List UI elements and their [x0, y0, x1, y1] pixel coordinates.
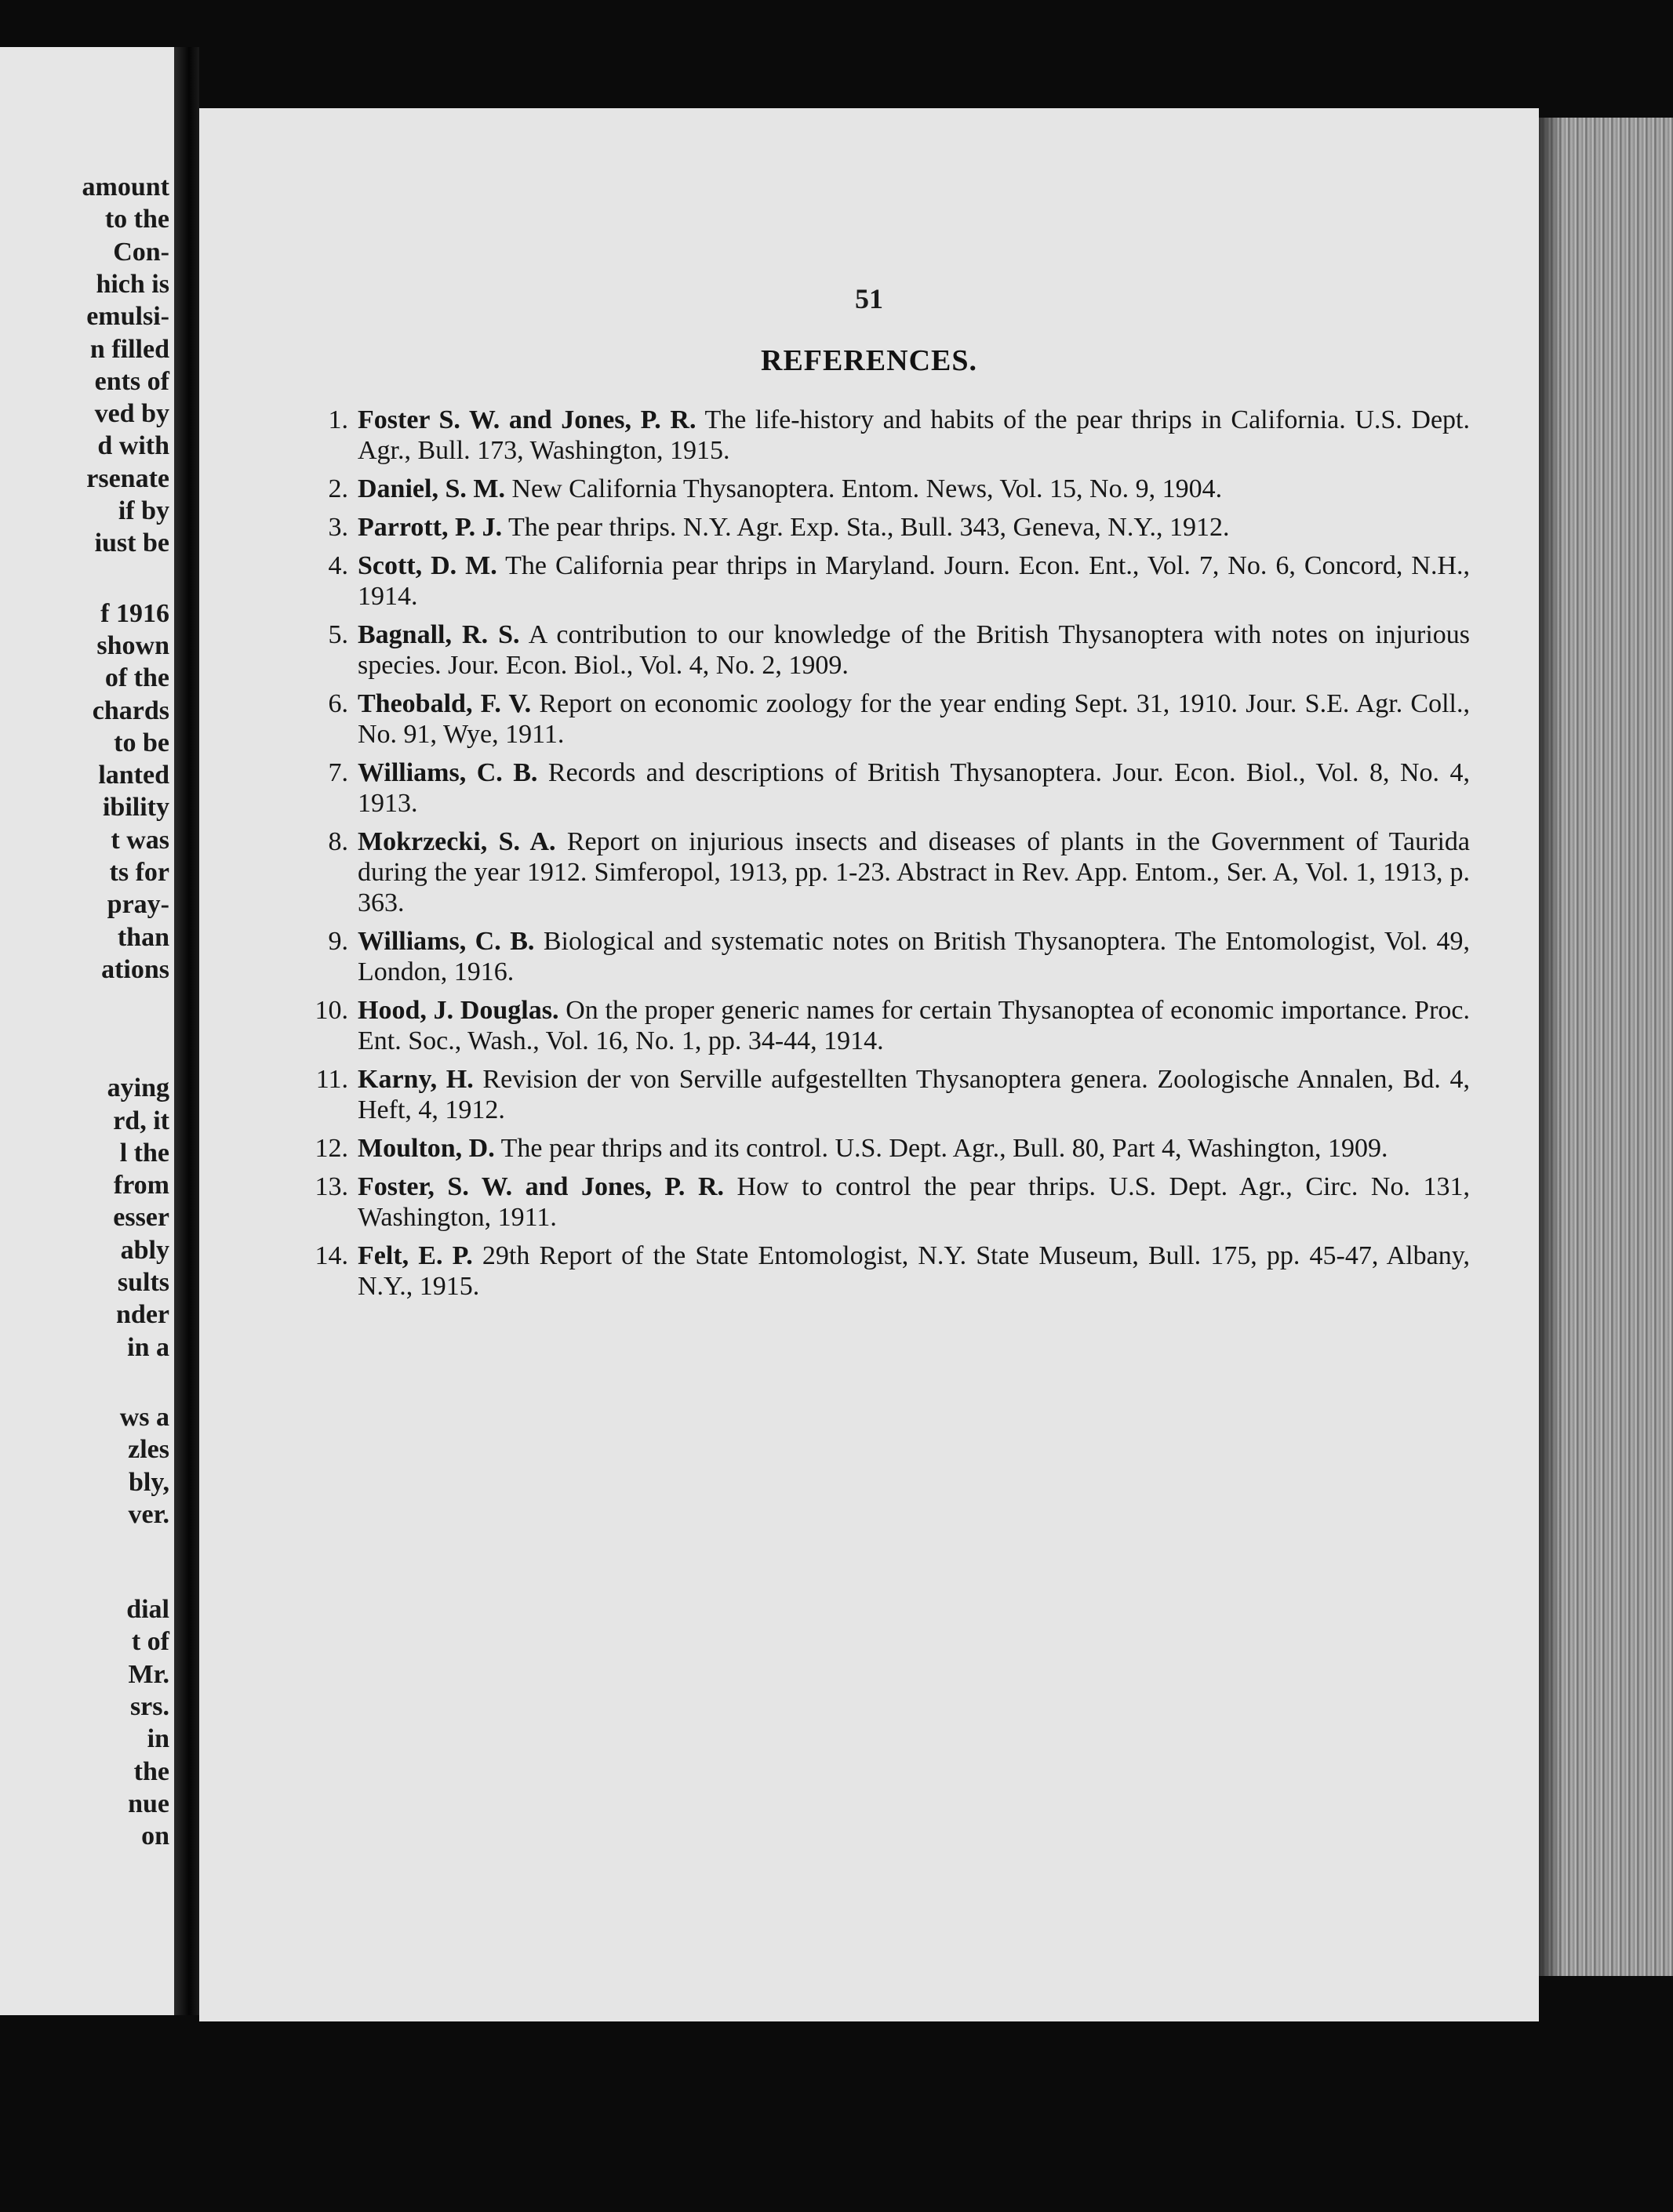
left-page-line: t was — [111, 825, 169, 855]
left-page-line: the — [133, 1756, 169, 1786]
reference-item — [278, 826, 1470, 918]
page-number: 51 — [855, 283, 883, 314]
book-gutter — [174, 47, 199, 2015]
reference-text: The pear thrips. N.Y. Agr. Exp. Sta., Bull. 343, Geneva, N.Y., 1912. — [508, 513, 1230, 542]
reference-text: Records and descriptions of British Thysanoptera. Jour. Econ. Biol., Vol. 8, No. 4, 1913. — [358, 758, 1470, 818]
reference-text: Report on economic zoology for the year ending Sept. 31, 1910. Jour. S.E. Agr. Coll., No. 91, Wye, 1911. — [358, 689, 1470, 749]
left-page-line: pray- — [107, 890, 169, 920]
left-page-line: if by — [118, 496, 169, 525]
reference-author: Moulton, D. — [358, 1134, 495, 1163]
reference-number: 14. — [315, 1241, 348, 1270]
reference-number: 6. — [328, 689, 348, 718]
left-page-line: t of — [131, 1627, 169, 1657]
left-page-line: iust be — [94, 528, 169, 558]
reference-author: Scott, D. M. — [358, 551, 497, 580]
reference-item — [278, 619, 1470, 681]
reference-number: 2. — [328, 474, 348, 503]
reference-author: Theobald, F. V. — [358, 689, 532, 718]
reference-item — [278, 1171, 1470, 1233]
left-page-line: dial — [126, 1595, 169, 1625]
left-page-line: chards — [92, 696, 169, 725]
reference-author: Bagnall, R. S. — [358, 620, 520, 649]
reference-item — [278, 512, 1470, 543]
reference-text: New California Thysanoptera. Entom. News, Vol. 15, No. 9, 1904. — [511, 474, 1223, 503]
reference-author: Felt, E. P. — [358, 1241, 473, 1270]
left-page-line: to the — [104, 205, 169, 234]
reference-text: 29th Report of the State Entomologist, N.Y. State Museum, Bull. 175, pp. 45-47, Albany, N.Y., 1915. — [358, 1241, 1471, 1301]
reference-text: The pear thrips and its control. U.S. Dept. Agr., Bull. 80, Part 4, Washington, 1909. — [500, 1134, 1388, 1163]
reference-item — [278, 1064, 1470, 1125]
left-page-line: in a — [127, 1332, 169, 1362]
left-page-line: ver. — [128, 1499, 169, 1529]
reference-number: 7. — [328, 758, 348, 787]
reference-author: Daniel, S. M. — [358, 474, 505, 503]
reference-item — [278, 1133, 1470, 1164]
left-page-line: rsenate — [86, 463, 169, 493]
reference-item — [278, 995, 1470, 1056]
left-page-line: bly, — [129, 1467, 169, 1497]
left-page-line: sults — [117, 1268, 169, 1297]
reference-item — [278, 405, 1470, 466]
reference-author: Williams, C. B. — [358, 927, 535, 956]
left-page-line: ved by — [94, 399, 169, 429]
page-heading: REFERENCES. — [761, 344, 977, 377]
left-page-line: nder — [116, 1300, 169, 1330]
reference-text: How to control the pear thrips. U.S. Dept. Agr., Circ. No. 131, Washington, 1911. — [358, 1172, 1470, 1232]
left-page-line: shown — [96, 630, 169, 660]
page-edge-shadow — [1539, 118, 1562, 1976]
left-page-line: nue — [128, 1789, 169, 1818]
left-page-line: srs. — [129, 1692, 169, 1721]
reference-number: 5. — [328, 620, 348, 649]
left-page-line: rd, it — [113, 1106, 169, 1135]
reference-item — [278, 688, 1470, 750]
left-page-line: amount — [82, 173, 169, 202]
reference-number: 1. — [328, 405, 348, 434]
reference-text: Biological and systematic notes on British Thysanoptera. The Entomologist, Vol. 49, London, 1916. — [358, 927, 1470, 986]
left-page-line: n filled — [89, 334, 169, 364]
references-list — [278, 405, 1470, 1309]
reference-number: 10. — [315, 996, 348, 1025]
reference-item — [278, 474, 1470, 504]
left-page-line: f 1916 — [100, 598, 169, 628]
reference-author: Parrott, P. J. — [358, 513, 503, 542]
reference-number: 13. — [315, 1172, 348, 1201]
reference-author: Karny, H. — [358, 1065, 474, 1094]
left-page-line: ably — [120, 1235, 169, 1265]
reference-item — [278, 1240, 1470, 1302]
reference-number: 11. — [315, 1065, 348, 1094]
left-page-line: zles — [128, 1435, 169, 1465]
reference-text: A contribution to our knowledge of the British Thysanoptera with notes on injurious species. Jour. Econ. Biol., Vol. 4, No. 2, 1909. — [358, 620, 1470, 680]
left-page-line: than — [117, 922, 169, 952]
reference-author: Williams, C. B. — [358, 758, 538, 787]
main-page — [199, 108, 1539, 2021]
reference-number: 4. — [328, 551, 348, 580]
left-page-line: Con- — [113, 237, 169, 267]
left-page-line: on — [141, 1822, 169, 1851]
left-facing-page-fragment — [0, 47, 174, 2015]
left-page-line: to be — [114, 728, 169, 757]
left-page-line: in — [147, 1724, 169, 1754]
reference-number: 8. — [328, 827, 348, 856]
reference-author: Foster S. W. and Jones, P. R. — [358, 405, 696, 434]
reference-text: The California pear thrips in Maryland. Journ. Econ. Ent., Vol. 7, No. 6, Concord, N.H., 1914. — [358, 551, 1470, 611]
left-page-line: ibility — [102, 793, 169, 823]
left-page-line: from — [113, 1171, 169, 1200]
left-page-line: l the — [119, 1138, 169, 1168]
reference-text: Revision der von Serville aufgestellten Thysanoptera genera. Zoologische Annalen, Bd. 4, Heft, 4, 1912. — [358, 1065, 1471, 1124]
left-page-line: ws a — [119, 1402, 169, 1432]
left-page-line: ts for — [109, 858, 169, 887]
reference-item — [278, 926, 1470, 987]
reference-author: Mokrzecki, S. A. — [358, 827, 556, 856]
left-page-line: Mr. — [128, 1659, 169, 1689]
left-page-line: ations — [101, 954, 169, 984]
left-page-line: of the — [104, 663, 169, 693]
reference-author: Foster, S. W. and Jones, P. R. — [358, 1172, 724, 1201]
left-page-line: emulsi- — [86, 302, 169, 332]
reference-text: The life-history and habits of the pear thrips in California. U.S. Dept. Agr., Bull. 173, Washington, 1915. — [358, 405, 1470, 465]
left-page-line: d with — [97, 431, 169, 461]
reference-author: Hood, J. Douglas. — [358, 996, 559, 1025]
reference-text: On the proper generic names for certain Thysanoptea of economic importance. Proc. Ent. Soc., Wash., Vol. 16, No. 1, pp. 34-44, 1914. — [358, 996, 1470, 1055]
reference-item — [278, 757, 1470, 819]
left-page-line: lanted — [98, 761, 169, 790]
left-page-line: esser — [113, 1203, 169, 1233]
reference-number: 3. — [328, 513, 348, 542]
reference-number: 9. — [328, 927, 348, 956]
reference-number: 12. — [315, 1134, 348, 1163]
left-page-line: aying — [107, 1073, 169, 1103]
left-page-line: ents of — [94, 366, 169, 396]
left-page-line: hich is — [96, 269, 169, 299]
reference-text: Report on injurious insects and diseases of plants in the Government of Taurida during the year 1912. Simferopol, 1913, pp. 1-23. Abstract in Rev. App. Entom., Ser. A, Vol. 1, 1913, p. 363. — [358, 827, 1471, 917]
reference-item — [278, 550, 1470, 612]
